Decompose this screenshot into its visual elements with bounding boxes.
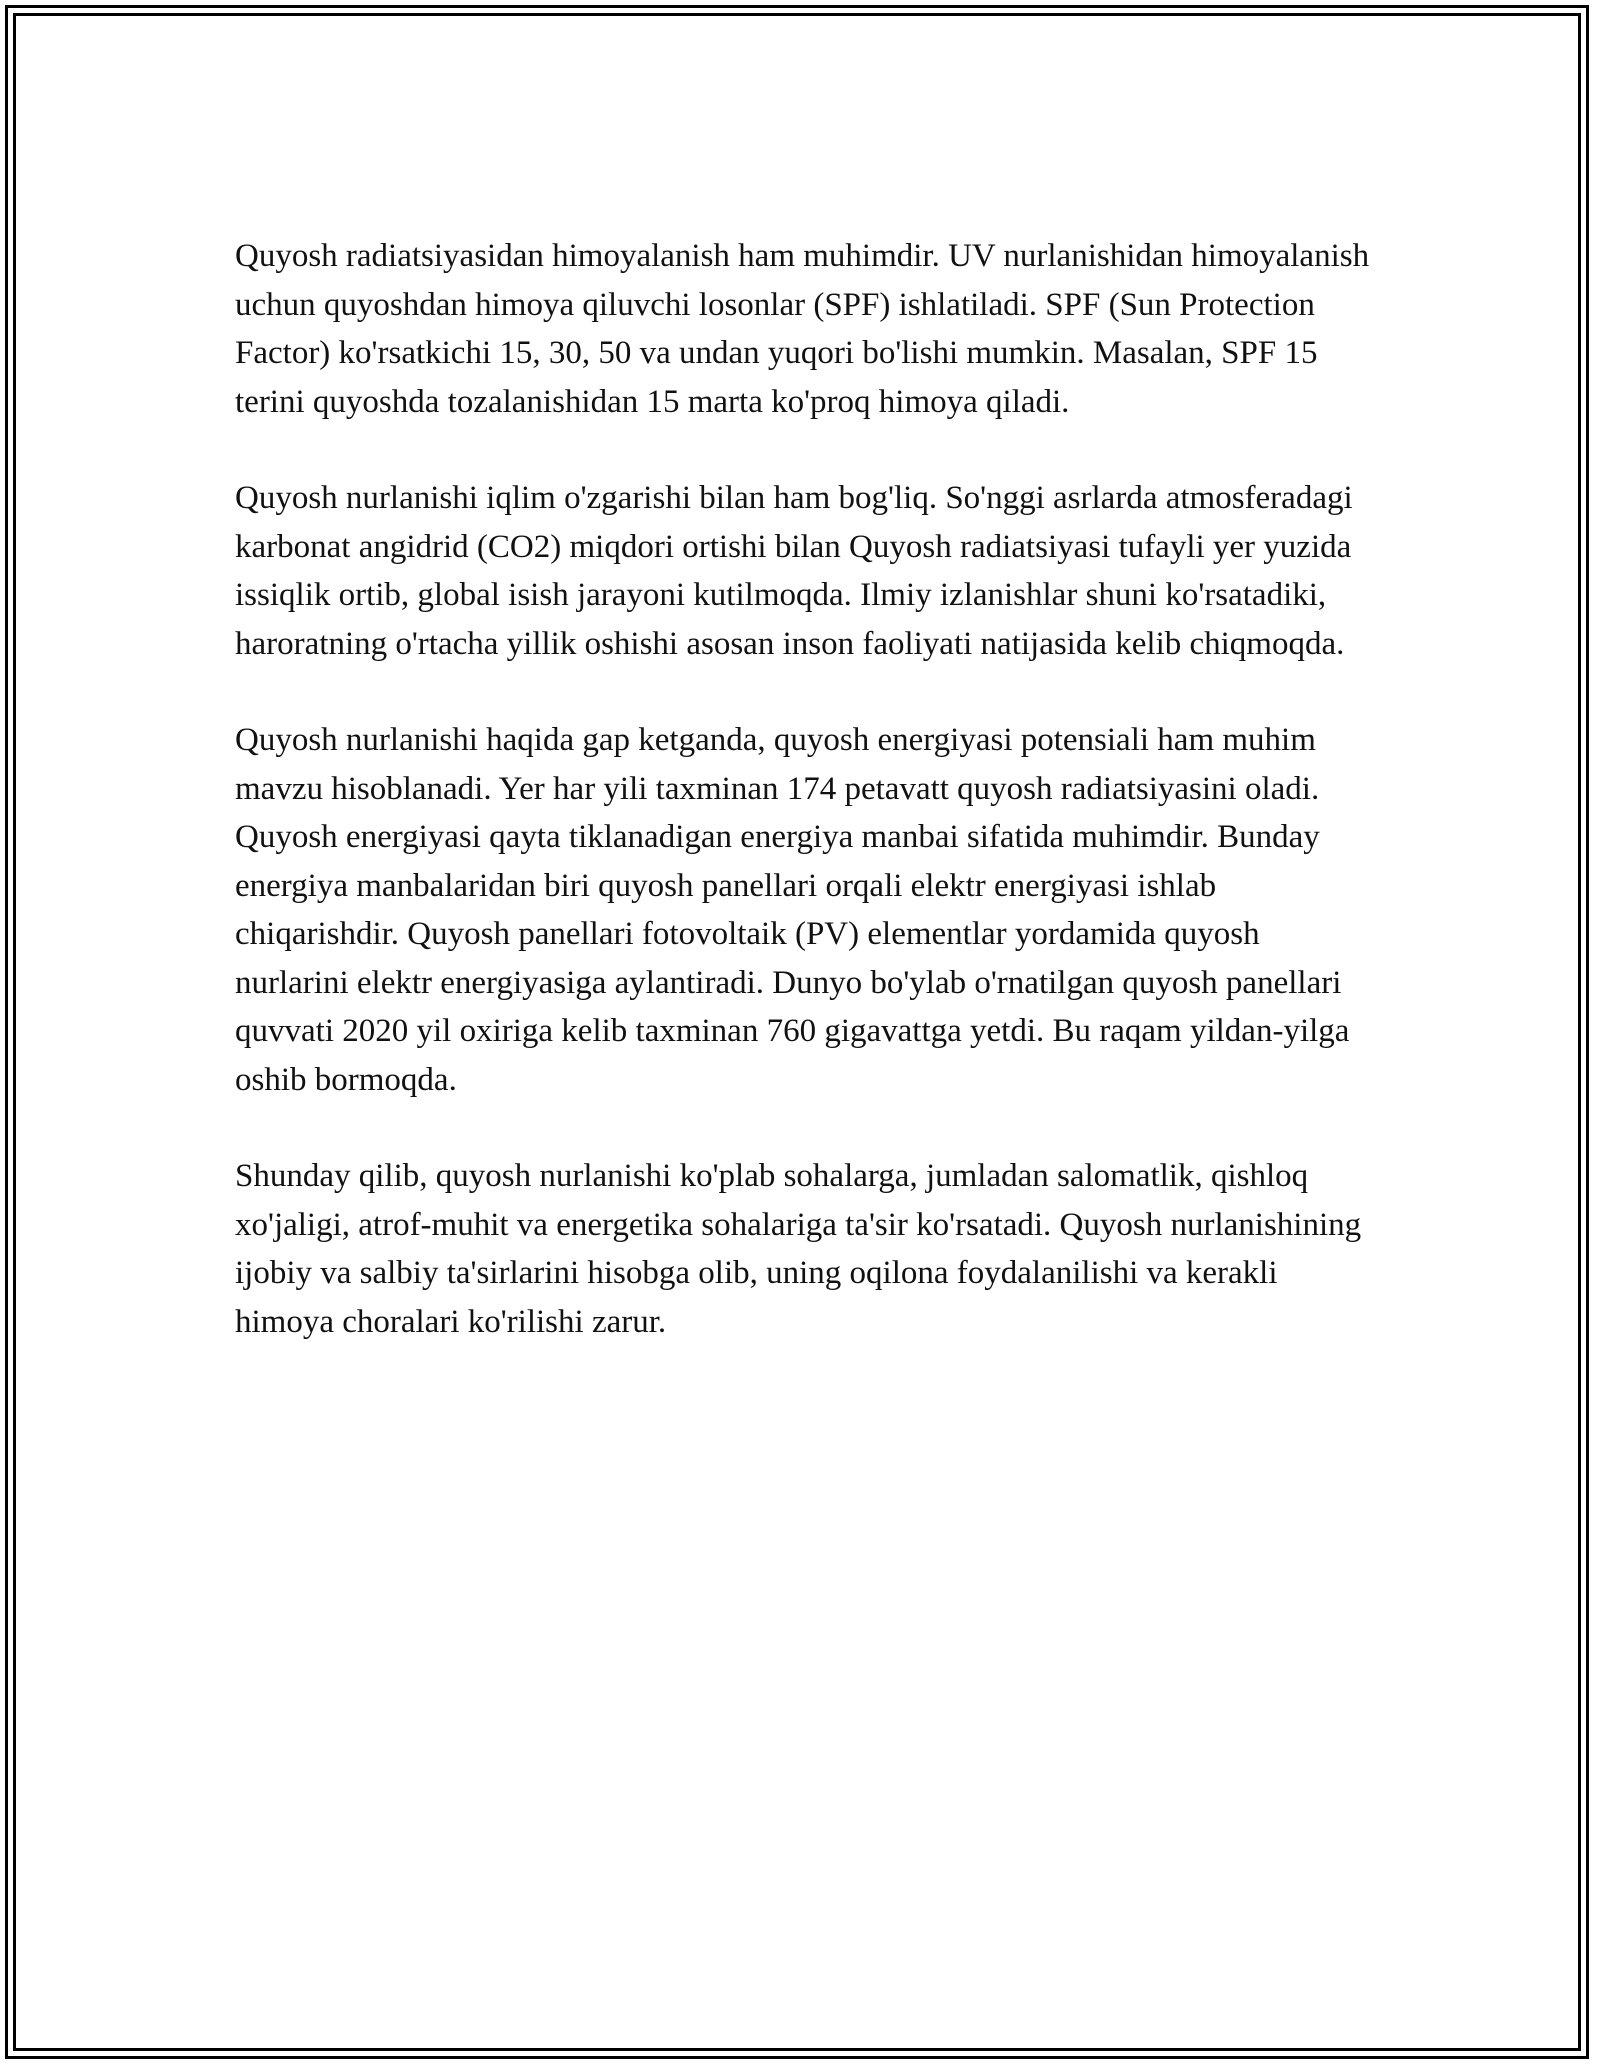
paragraph-conclusion: Shunday qilib, quyosh nurlanishi ko'plab sohalarga, jumladan salomatlik, qishloq xo'jaligi, atrof-muhit va energetika sohalariga ta'sir ko'rsatadi. Quyosh nurlanishining ijobiy va salbiy ta'sirlarini hisobga olib, uning oqilona foydalanilishi va kerakli himoya choralari ko'rilishi zarur. (235, 1158, 1362, 1340)
paragraph-climate-change: Quyosh nurlanishi iqlim o'zgarishi bilan ham bog'liq. So'nggi asrlarda atmosferadagi karbonat angidrid (CO2) miqdori ortishi bilan Quyosh radiatsiyasi tufayli yer yuzida issiqlik ortib, global isish jarayoni kutilmoqda. Ilmiy izlanishlar shuni ko'rsatadiki, haroratning o'rtacha yillik oshishi asosan inson faoliyati natijasida kelib chiqmoqda. (235, 480, 1353, 662)
paragraph-solar-energy: Quyosh nurlanishi haqida gap ketganda, quyosh energiyasi potensiali ham muhim mavzu hisoblanadi. Yer har yili taxminan 174 petavatt quyosh radiatsiyasini oladi. Quyosh energiyasi qayta tiklanadigan energiya manbai sifatida muhimdir. Bunday energiya manbalaridan biri quyosh panellari orqali elektr energiyasi ishlab chiqarishdir. Quyosh panellari fotovoltaik (PV) elementlar yordamida quyosh nurlarini elektr energiyasiga aylantiradi. Dunyo bo'ylab o'rnatilgan quyosh panellari quvvati 2020 yil oxiriga kelib taxminan 760 gigavattga yetdi. Bu raqam yildan-yilga oshib bormoqda. (235, 722, 1350, 1098)
document-body (235, 232, 1375, 1394)
paragraph-sun-protection: Quyosh radiatsiyasidan himoyalanish ham muhimdir. UV nurlanishidan himoyalanish uchun quyoshdan himoya qiluvchi losonlar (SPF) ishlatiladi. SPF (Sun Protection Factor) ko'rsatkichi 15, 30, 50 va undan yuqori bo'lishi mumkin. Masalan, SPF 15 terini quyoshda tozalanishidan 15 marta ko'proq himoya qiladi. (235, 238, 1370, 420)
